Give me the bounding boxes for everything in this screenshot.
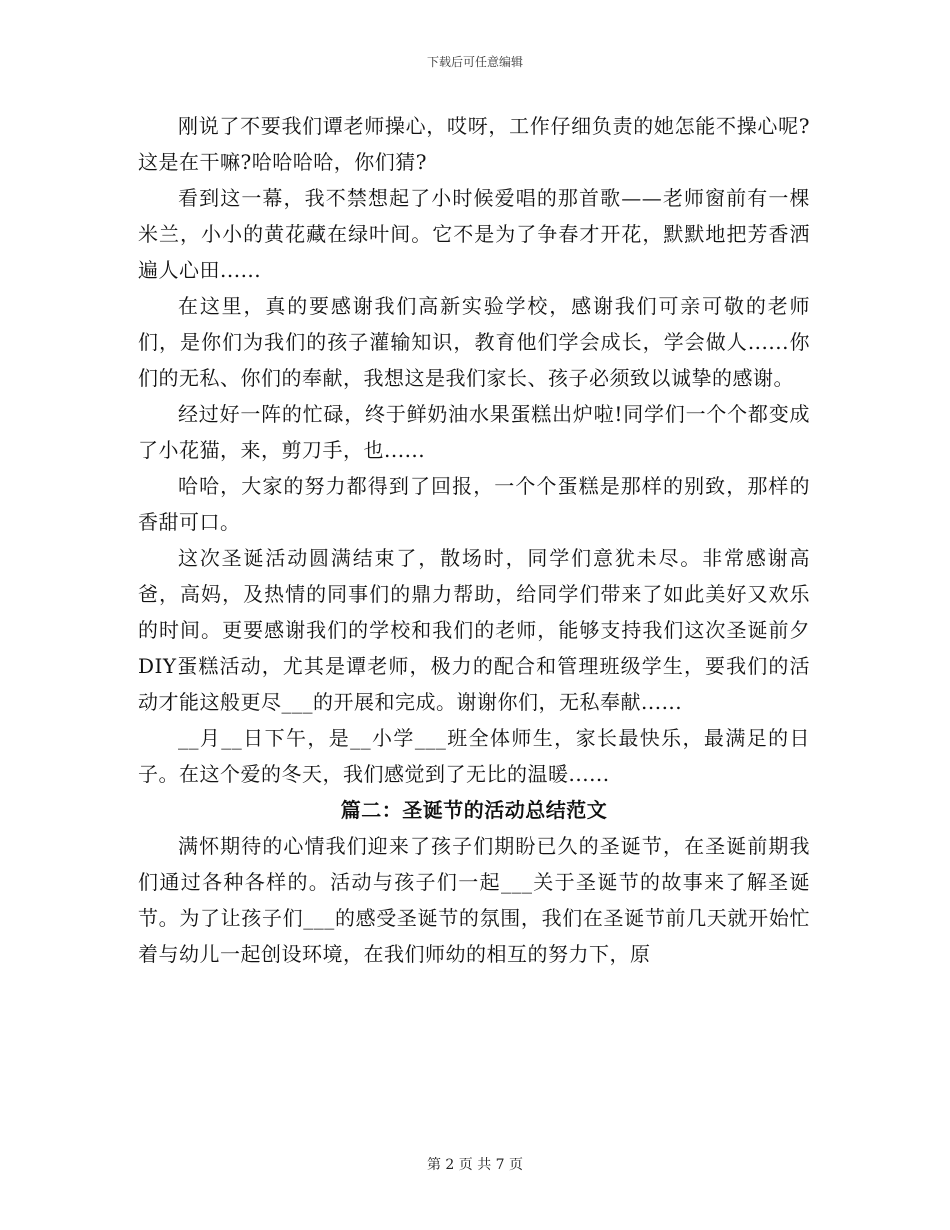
paragraph: 满怀期待的心情我们迎来了孩子们期盼已久的圣诞节，在圣诞前期我们通过各种各样的。活动与孩子们一起___关于圣诞节的故事来了解圣诞节。为了让孩子们___的感受圣诞节的氛围，我们在圣诞节前几天就开始忙着与幼儿一起创设环境，在我们师幼的相互的努力下，原 <box>138 834 810 966</box>
paragraph: 经过好一阵的忙碌，终于鲜奶油水果蛋糕出炉啦!同学们一个个都变成了小花猫，来，剪刀手，也...... <box>138 402 810 462</box>
paragraph: 这次圣诞活动圆满结束了，散场时，同学们意犹未尽。非常感谢高爸，高妈，及热情的同事们的鼎力帮助，给同学们带来了如此美好又欢乐的时间。更要感谢我们的学校和我们的老师，能够支持我们这次圣诞前夕DIY蛋糕活动，尤其是谭老师，极力的配合和管理班级学生，要我们的活动才能这般更尽___的开展和完成。谢谢你们，无私奉献...... <box>138 546 810 714</box>
paragraph: __月__日下午，是__小学___班全体师生，家长最快乐，最满足的日子。在这个爱的冬天，我们感觉到了无比的温暖...... <box>138 726 810 786</box>
paragraph: 看到这一幕，我不禁想起了小时候爱唱的那首歌——老师窗前有一棵米兰，小小的黄花藏在绿叶间。它不是为了争春才开花，默默地把芳香洒遍人心田...... <box>138 186 810 282</box>
section-heading: 篇二：圣诞节的活动总结范文 <box>340 798 608 822</box>
paragraph: 在这里，真的要感谢我们高新实验学校，感谢我们可亲可敬的老师们，是你们为我们的孩子灌输知识，教育他们学会成长，学会做人......你们的无私、你们的奉献，我想这是我们家长、孩子必须致以诚挚的感谢。 <box>138 294 810 390</box>
document-body <box>138 108 810 972</box>
page-number: 第 2 页 共 7 页 <box>426 1157 524 1173</box>
page-header-note: 下载后可任意编辑 <box>426 55 523 69</box>
paragraph: 刚说了不要我们谭老师操心，哎呀，工作仔细负责的她怎能不操心呢?这是在干嘛?哈哈哈哈，你们猜? <box>138 114 810 174</box>
paragraph: 哈哈，大家的努力都得到了回报，一个个蛋糕是那样的别致，那样的香甜可口。 <box>138 474 810 534</box>
